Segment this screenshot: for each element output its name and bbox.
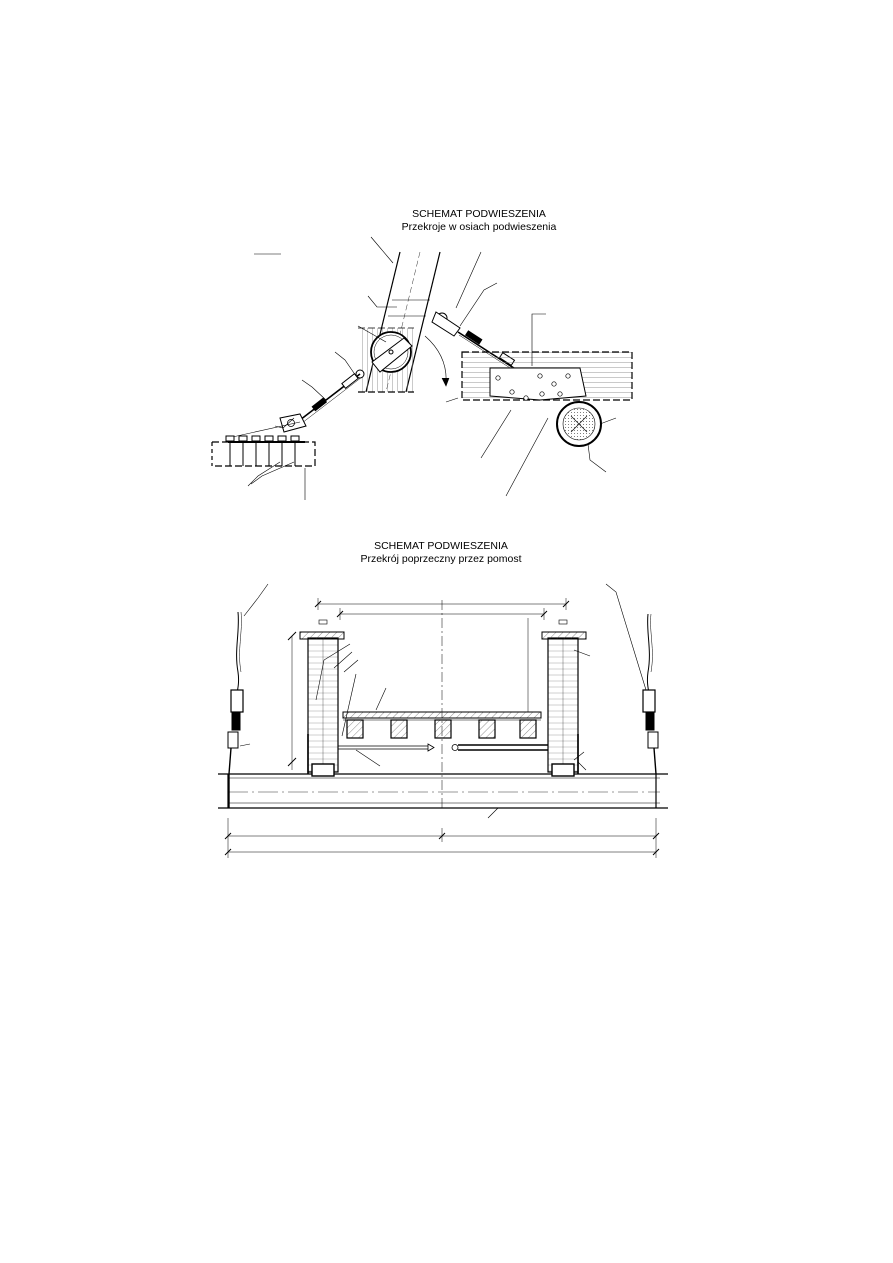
main-beam [218, 600, 668, 808]
tie-rods [338, 744, 548, 751]
right-hanger [643, 614, 658, 774]
section-subtitle-top: Przekroje w osiach podwieszenia [401, 221, 557, 233]
column-markers [319, 620, 567, 624]
left-hanger [228, 612, 243, 808]
deck-slab [343, 712, 541, 720]
section-subtitle-bottom: Przekrój poprzeczny przez pomost [360, 553, 522, 565]
right-column [542, 632, 586, 776]
leader-lines-bottom [240, 584, 646, 818]
section-title-bottom: SCHEMAT PODWIESZENIA [374, 540, 508, 552]
left-column [300, 632, 344, 776]
section-title-top: SCHEMAT PODWIESZENIA [412, 208, 546, 220]
deck-joists [347, 720, 536, 738]
